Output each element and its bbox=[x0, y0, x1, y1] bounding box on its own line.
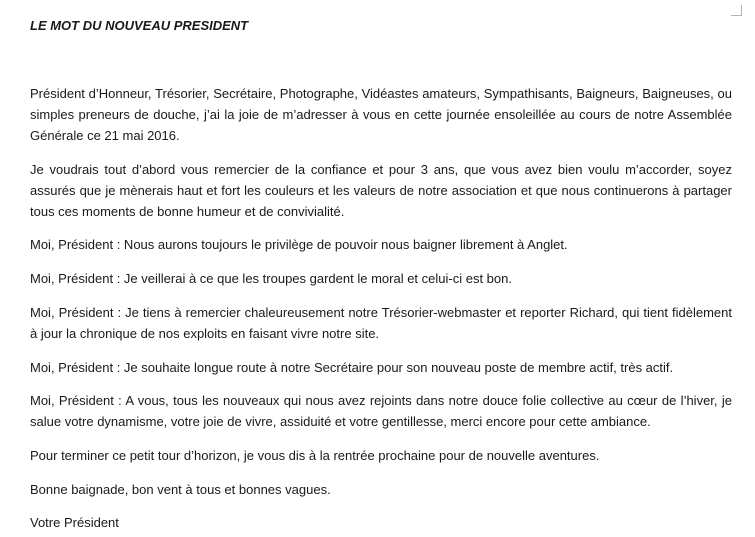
paragraph-greeting: Président d’Honneur, Trésorier, Secrétaire, Photographe, Vidéastes amateurs, Sympathisants, Baigneurs, Baigneuses, ou simples preneurs de douche, j’ai la joie de m’adresser à vous en cette journée ensoleillée au cours de notre Assemblée Générale ce 21 mai 2016. bbox=[30, 86, 732, 143]
paragraph-president-5: Moi, Président : A vous, tous les nouveaux qui nous avez rejoints dans notre douce folie collective au cœur de l’hiver, je salue votre dynamisme, votre joie de vivre, assiduité et votre gentillesse, merci encore pour cette ambiance. bbox=[30, 393, 732, 429]
document-title: LE MOT DU NOUVEAU PRESIDENT bbox=[30, 18, 249, 33]
paragraph-president-2: Moi, Président : Je veillerai à ce que les troupes gardent le moral et celui-ci est bon. bbox=[30, 271, 512, 286]
paragraph-farewell: Bonne baignade, bon vent à tous et bonnes vagues. bbox=[30, 482, 331, 497]
document-body[interactable] bbox=[30, 16, 732, 530]
paragraph-thanks: Je voudrais tout d’abord vous remercier de la confiance et pour 3 ans, que vous avez bien voulu m’accorder, soyez assurés que je mènerais haut et fort les couleurs et les valeurs de notre association et que nous continuerons à partager tous ces moments de bonne humeur et de convivialité. bbox=[30, 162, 732, 219]
signature-line: Votre Président bbox=[30, 515, 119, 530]
paragraph-president-1: Moi, Président : Nous aurons toujours le privilège de pouvoir nous baigner librement à Anglet. bbox=[30, 237, 568, 252]
page-corner-marker bbox=[731, 5, 742, 16]
paragraph-president-3: Moi, Président : Je tiens à remercier chaleureusement notre Trésorier-webmaster et reporter Richard, qui tient fidèlement à jour la chronique de nos exploits en faisant vivre notre site. bbox=[30, 305, 732, 341]
paragraph-president-4: Moi, Président : Je souhaite longue route à notre Secrétaire pour son nouveau poste de membre actif, très actif. bbox=[30, 360, 674, 375]
paragraph-closing: Pour terminer ce petit tour d’horizon, je vous dis à la rentrée prochaine pour de nouvelle aventures. bbox=[30, 448, 600, 463]
